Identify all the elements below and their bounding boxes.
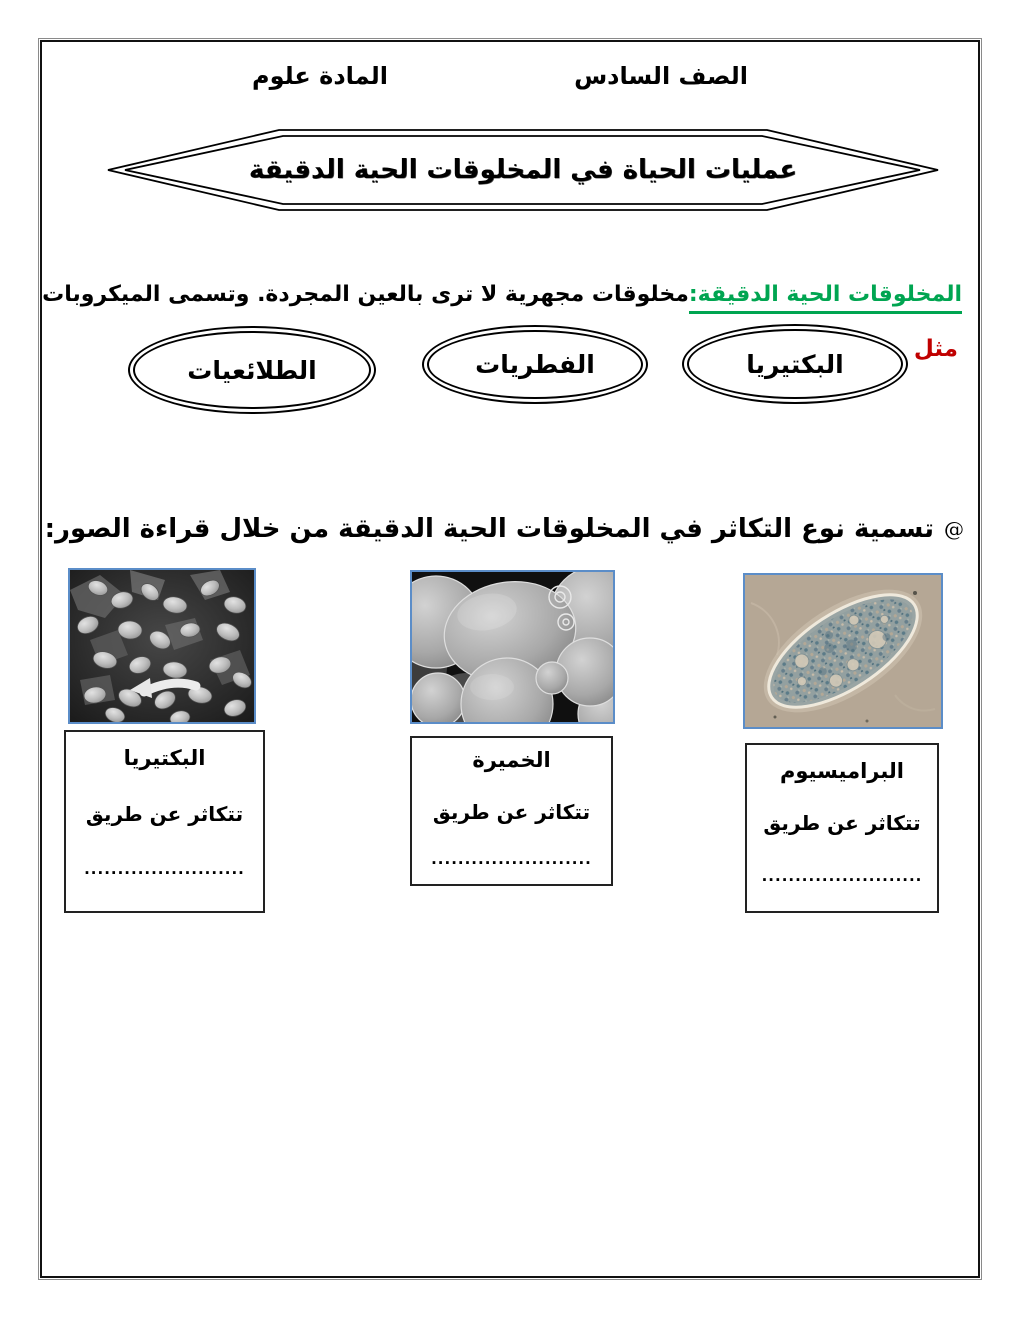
question-marker: @ [944, 517, 964, 541]
definition-line [42, 282, 962, 307]
header-class-label: الصف السادس [574, 62, 748, 90]
answer-card-bacteria [64, 730, 265, 913]
yeast-micrograph-image [412, 572, 613, 722]
category-oval-fungi [422, 325, 648, 404]
card-title-yeast: الخميرة [472, 748, 551, 772]
definition-text: مخلوقات مجهرية لا ترى بالعين المجردة. وتسمى الميكروبات [42, 282, 689, 307]
answer-blank-bacteria: ........................ [84, 860, 245, 878]
photo-paramecium [743, 573, 943, 729]
example-label: مثل [913, 336, 958, 362]
title-banner [107, 128, 939, 212]
paramecium-micrograph-image [745, 575, 941, 727]
card-line-yeast: تتكاثر عن طريق [432, 800, 591, 824]
page-border [40, 40, 980, 1278]
category-label-bacteria: البكتيريا [746, 349, 844, 379]
question-line [45, 514, 964, 544]
question-text: تسمية نوع التكاثر في المخلوقات الحية الدقيقة من خلال قراءة الصور: [44, 514, 934, 544]
page-title: عمليات الحياة في المخلوقات الحية الدقيقة [248, 155, 798, 185]
bacteria-micrograph-image [70, 570, 254, 722]
category-label-fungi: الفطريات [475, 350, 595, 379]
photo-bacteria [68, 568, 256, 724]
card-title-bacteria: البكتيريا [123, 746, 206, 770]
card-line-paramecium: تتكاثر عن طريق [763, 811, 921, 835]
definition-term: المخلوقات الحية الدقيقة: [689, 282, 962, 314]
category-label-protists: الطلائعيات [187, 355, 317, 385]
answer-blank-yeast: ........................ [431, 850, 592, 868]
answer-card-paramecium [745, 743, 939, 913]
photo-yeast [410, 570, 615, 724]
card-title-paramecium: البراميسيوم [780, 759, 904, 783]
category-oval-protists [128, 326, 376, 414]
header-subject-label: المادة علوم [252, 62, 389, 90]
answer-blank-paramecium: ........................ [761, 867, 923, 885]
category-oval-bacteria [682, 324, 908, 404]
answer-card-yeast [410, 736, 613, 886]
card-line-bacteria: تتكاثر عن طريق [85, 802, 244, 826]
